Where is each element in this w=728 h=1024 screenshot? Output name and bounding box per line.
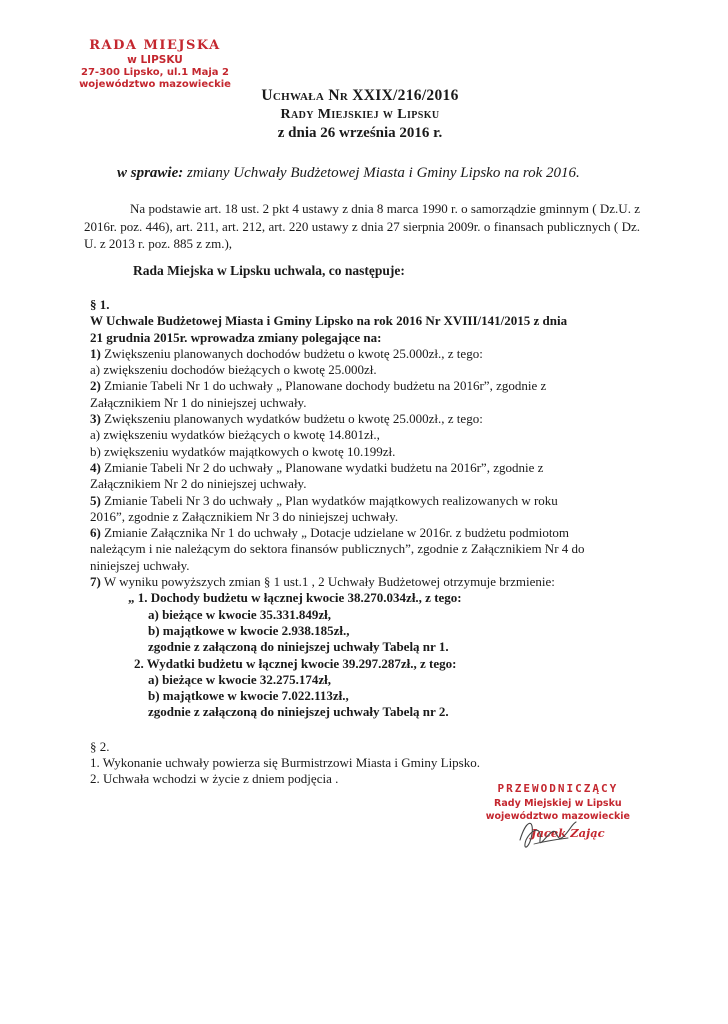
stamp-chairman-title: PRZEWODNICZĄCY [497,782,619,795]
expenses-total: 2. Wydatki budżetu w łącznej kwocie 39.297.287zł., z tego: [134,655,457,671]
resolution-body [90,297,646,788]
handwritten-signature [512,810,582,860]
section-2-item: 2. Uchwała wchodzi w życie z dniem podjęcia . [90,771,339,787]
income-reference: zgodnie z załączoną do niniejszej uchwały Tabelą nr 1. [148,639,449,655]
item-number: 3) [90,411,101,427]
income-capital: b) majątkowe w kwocie 2.938.185zł., [148,622,350,638]
expenses-reference: zgodnie z załączoną do niniejszej uchwały Tabelą nr 2. [148,704,449,720]
stamp-voivodeship: województwo mazowieckie [79,79,231,90]
list-item [90,574,646,590]
item-number: 2) [90,378,101,394]
subject-text: zmiany Uchwały Budżetowej Miasta i Gminy Lipsko na rok 2016. [183,165,580,181]
stamp-voivodeship: województwo mazowieckie [485,811,630,822]
section-2-item: 1. Wykonanie uchwały powierza się Burmistrzowi Miasta i Gminy Lipsko. [90,755,480,771]
item-text: Zwiększeniu planowanych dochodów budżetu o kwotę 25.000zł., z tego: [100,345,483,361]
resolution-issuer: Rady Miejskiej w Lipsku [280,107,440,122]
stamp-council-town: w LIPSKU [127,54,183,66]
list-item [90,378,646,394]
list-item-cont: Załącznikiem Nr 1 do niniejszej uchwały. [90,394,307,410]
stamp-address: 27-300 Lipsko, ul.1 Maja 2 [81,67,229,78]
list-subitem: a) zwiększeniu wydatków bieżących o kwotę 14.801zł., [90,427,380,443]
item-text: Zmianie Tabeli Nr 1 do uchwały „ Planowane dochody budżetu na 2016r”, zgodnie z [100,378,547,394]
section-1-intro: W Uchwale Budżetowej Miasta i Gminy Lipsko na rok 2016 Nr XVIII/141/2015 z dnia [90,313,568,329]
list-item [90,525,646,541]
item-number: 1) [90,345,101,361]
item-text: Zmianie Tabeli Nr 2 do uchwały „ Planowane wydatki budżetu na 2016r”, zgodnie z [100,459,544,475]
item-text: Zmianie Tabeli Nr 3 do uchwały „ Plan wydatków majątkowych realizowanych w roku [100,492,558,508]
subject-label: w sprawie: [117,165,184,181]
resolution-title: Uchwała Nr XXIX/216/2016 [261,87,459,104]
item-text: W wyniku powyższych zmian § 1 ust.1 , 2 Uchwały Budżetowej otrzymuje brzmienie: [100,574,555,590]
legal-basis: Na podstawie art. 18 ust. 2 pkt 4 ustawy z dnia 8 marca 1990 r. o samorządzie gminnym ( Dz.U. z 2016r. poz. 446), art. 211, art. 212, art. 220 ustawy z dnia 27 sierpnia 2009r. o finansach publicznych ( Dz. U. z 2013 r. poz. 885 z zm.), [84,201,640,251]
resolution-date: z dnia 26 września 2016 r. [277,125,443,141]
section-1-heading: § 1. [90,297,110,312]
stamp-council-name: RADA MIEJSKA [89,38,221,53]
stamp-chairman-name: Jacek Zając [531,826,605,840]
expenses-current: a) bieżące w kwocie 32.275.174zł, [148,671,332,687]
section-2-heading: § 2. [90,738,110,754]
list-subitem: b) zwiększeniu wydatków majątkowych o kwotę 10.199zł. [90,443,396,459]
list-item [90,493,646,509]
item-number: 6) [90,525,101,541]
stamp-council-name: Rady Miejskiej w Lipsku [494,798,622,809]
council-stamp [60,38,250,90]
item-number: 5) [90,492,101,508]
section-1-intro-cont: 21 grudnia 2015r. wprowadza zmiany polegające na: [90,329,382,345]
list-subitem: a) zwiększeniu dochodów bieżących o kwotę 25.000zł. [90,362,377,378]
list-item [90,411,646,427]
list-item-cont: niniejszej uchwały. [90,557,190,573]
item-number: 4) [90,459,101,475]
expenses-capital: b) majątkowe w kwocie 7.022.113zł., [148,688,349,704]
list-item [90,460,646,476]
item-text: Zwiększeniu planowanych wydatków budżetu o kwotę 25.000zł., z tego: [100,411,483,427]
resolution-subject [117,165,580,182]
list-item-cont: Załącznikiem Nr 2 do niniejszej uchwały. [90,476,307,492]
list-item-cont: 2016”, zgodnie z Załącznikiem Nr 3 do niniejszej uchwały. [90,508,399,524]
list-item [90,346,646,362]
council-resolves: Rada Miejska w Lipsku uchwala, co następuje: [133,263,405,278]
list-item-cont: należącym i nie należącym do sektora finansów publicznych”, zgodnie z Załącznikiem Nr 4 do [90,541,585,557]
income-total: „ 1. Dochody budżetu w łącznej kwocie 38.270.034zł., z tego: [128,590,462,606]
income-current: a) bieżące w kwocie 35.331.849zł, [148,606,332,622]
item-number: 7) [90,574,101,590]
item-text: Zmianie Załącznika Nr 1 do uchwały „ Dotacje udzielane w 2016r. z budżetu podmiotom [100,525,570,541]
